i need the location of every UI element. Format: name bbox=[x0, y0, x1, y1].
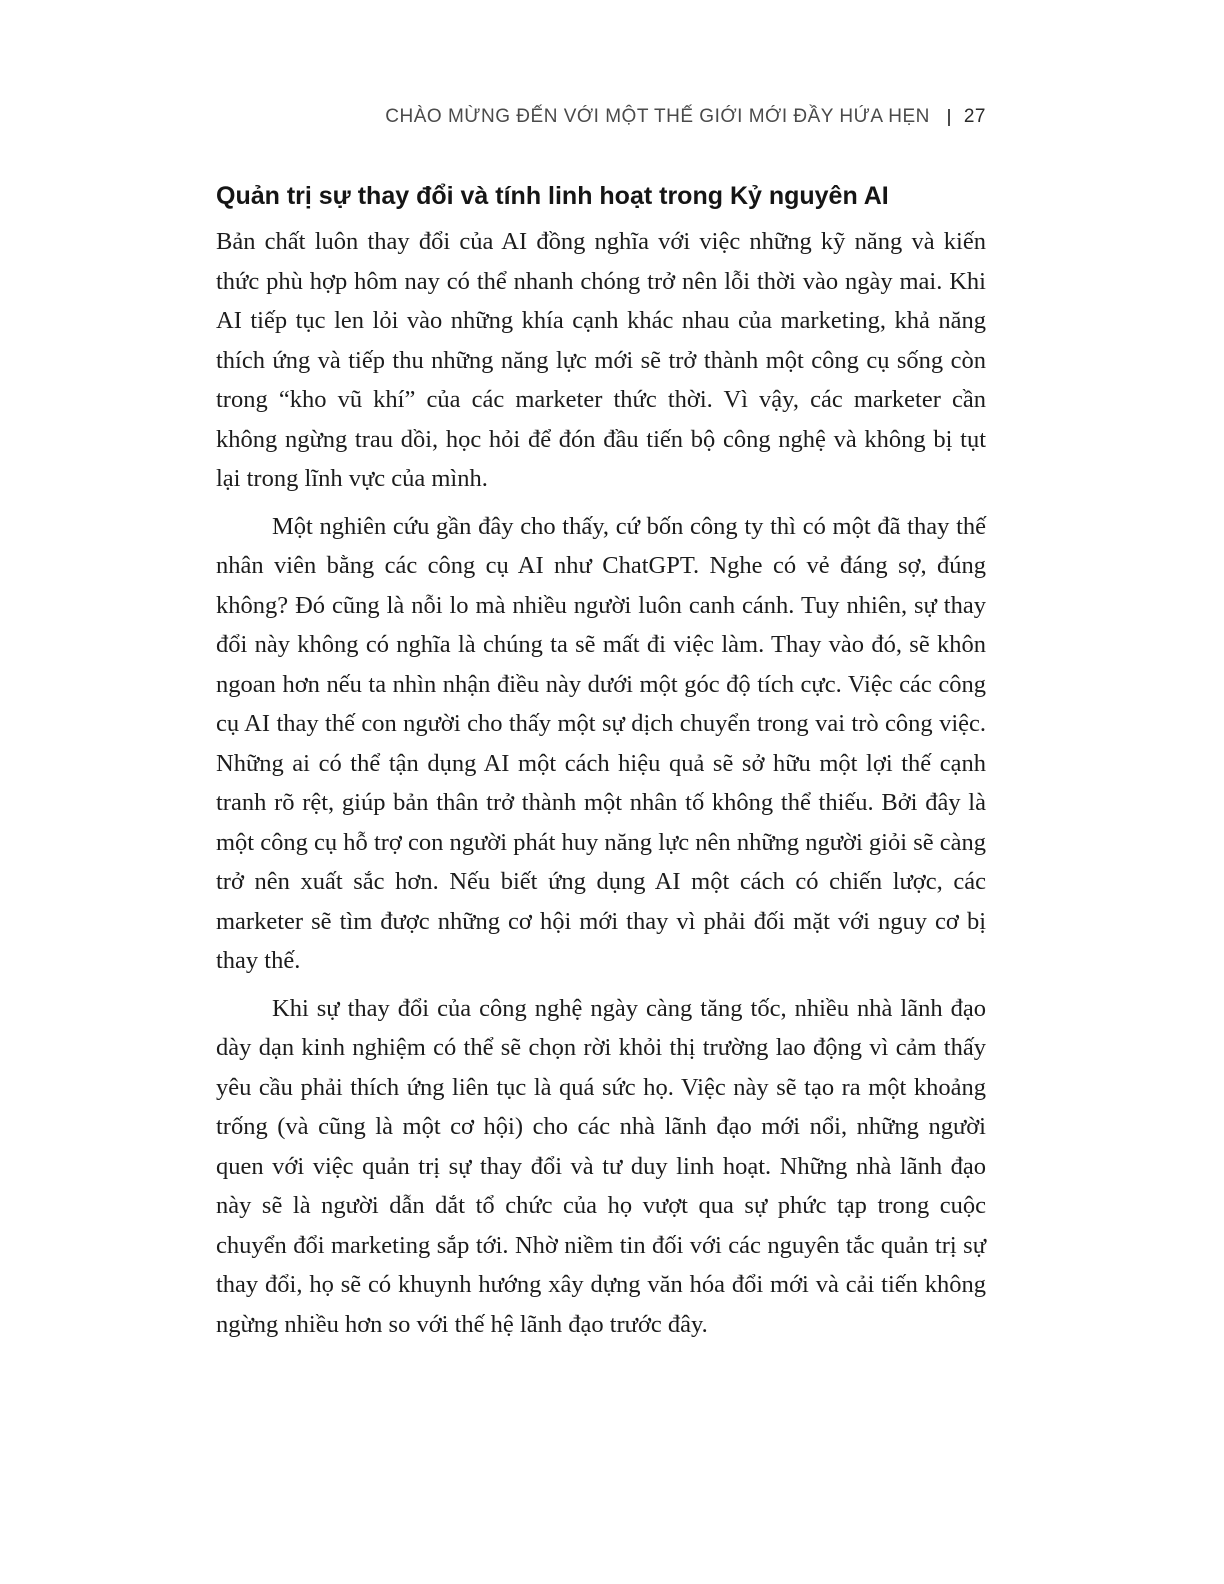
section-heading: Quản trị sự thay đổi và tính linh hoạt trong Kỷ nguyên AI bbox=[216, 182, 889, 210]
page-number: 27 bbox=[963, 106, 986, 127]
paragraph-3: Khi sự thay đổi của công nghệ ngày càng tăng tốc, nhiều nhà lãnh đạo dày dạn kinh nghiệm có thể sẽ chọn rời khỏi thị trường lao động vì cảm thấy yêu cầu phải thích ứng liên tục là quá sức họ. Việc này sẽ tạo ra một khoảng trống (và cũng là một cơ hội) cho các nhà lãnh đạo mới nổi, những người quen với việc quản trị sự thay đổi và tư duy linh hoạt. Những nhà lãnh đạo này sẽ là người dẫn dắt tổ chức của họ vượt qua sự phức tạp trong cuộc chuyển đổi marketing sắp tới. Nhờ niềm tin đối với các nguyên tắc quản trị sự thay đổi, họ sẽ có khuynh hướng xây dựng văn hóa đổi mới và cải tiến không ngừng nhiều hơn so với thế hệ lãnh đạo trước đây. bbox=[216, 994, 986, 1338]
running-title: CHÀO MỪNG ĐẾN VỚI MỘT THẾ GIỚI MỚI ĐẦY HỨA HẸN bbox=[385, 106, 930, 127]
page-body bbox=[216, 176, 986, 1344]
paragraph-1: Bản chất luôn thay đổi của AI đồng nghĩa với việc những kỹ năng và kiến thức phù hợp hôm nay có thể nhanh chóng trở nên lỗi thời vào ngày mai. Khi AI tiếp tục len lỏi vào những khía cạnh khác nhau của marketing, khả năng thích ứng và tiếp thu những năng lực mới sẽ trở thành một công cụ sống còn trong “kho vũ khí” của các marketer thức thời. Vì vậy, các marketer cần không ngừng trau dồi, học hỏi để đón đầu tiến bộ công nghệ và không bị tụt lại trong lĩnh vực của mình. bbox=[216, 228, 986, 492]
header-separator bbox=[948, 109, 950, 126]
running-header bbox=[385, 106, 986, 128]
paragraph-2: Một nghiên cứu gần đây cho thấy, cứ bốn công ty thì có một đã thay thế nhân viên bằng các công cụ AI như ChatGPT. Nghe có vẻ đáng sợ, đúng không? Đó cũng là nỗi lo mà nhiều người luôn canh cánh. Tuy nhiên, sự thay đổi này không có nghĩa là chúng ta sẽ mất đi việc làm. Thay vào đó, sẽ khôn ngoan hơn nếu ta nhìn nhận điều này dưới một góc độ tích cực. Việc các công cụ AI thay thế con người cho thấy một sự dịch chuyển trong vai trò công việc. Những ai có thể tận dụng AI một cách hiệu quả sẽ sở hữu một lợi thế cạnh tranh rõ rệt, giúp bản thân trở thành một nhân tố không thể thiếu. Bởi đây là một công cụ hỗ trợ con người phát huy năng lực nên những người giỏi sẽ càng trở nên xuất sắc hơn. Nếu biết ứng dụng AI một cách có chiến lược, các marketer sẽ tìm được những cơ hội mới thay vì phải đối mặt với nguy cơ bị thay thế. bbox=[216, 512, 986, 974]
